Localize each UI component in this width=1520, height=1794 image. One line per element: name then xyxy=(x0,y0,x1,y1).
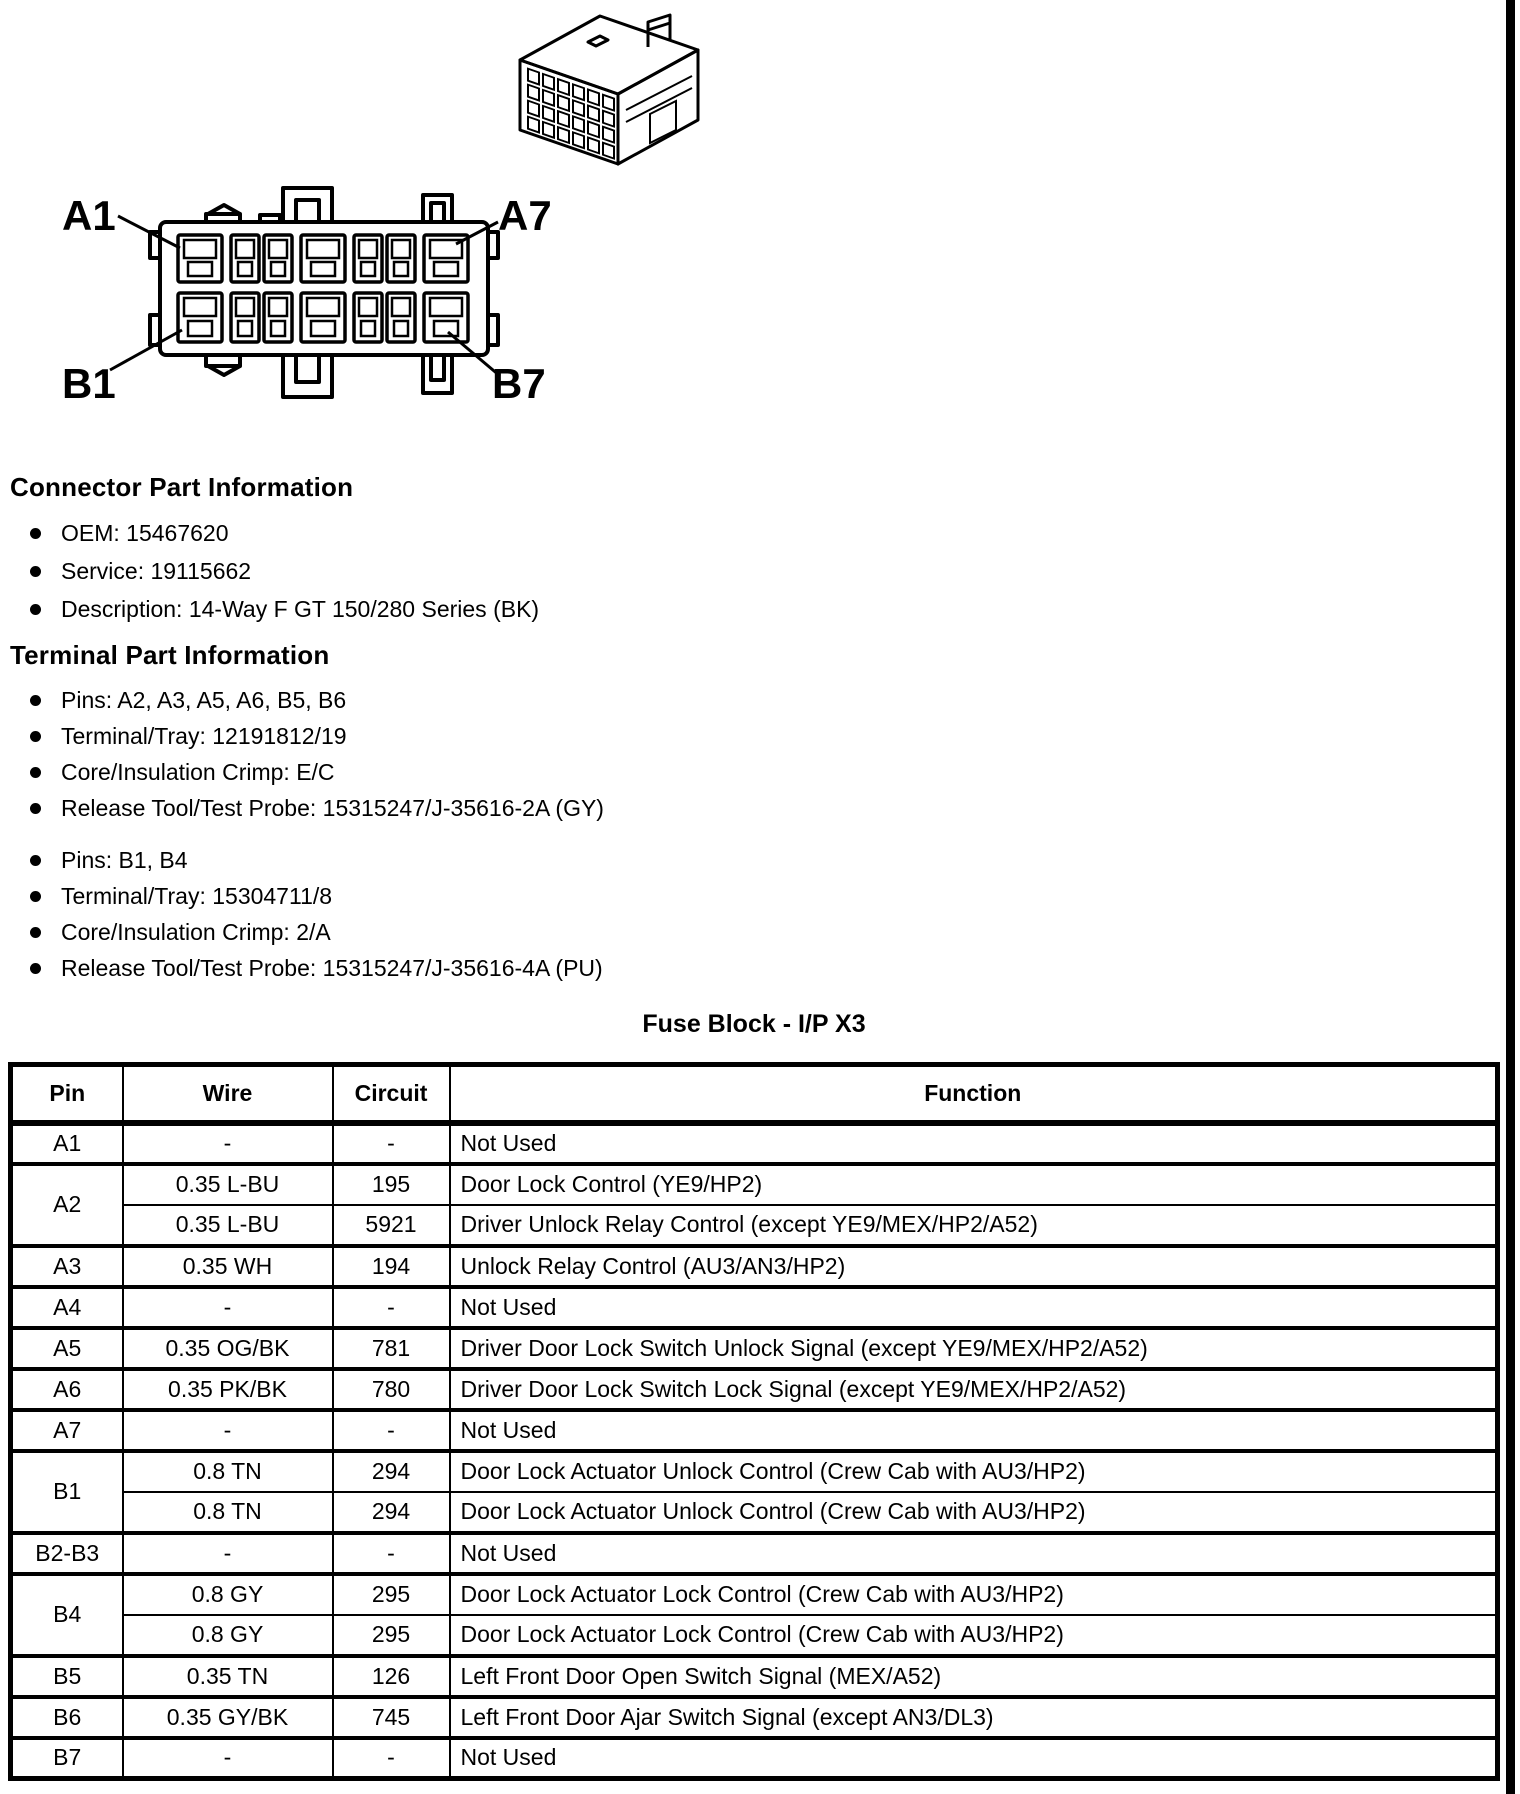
table-row xyxy=(11,1656,1498,1697)
wire-cell: - xyxy=(123,1123,333,1164)
cavity-b1 xyxy=(178,293,222,342)
table-row xyxy=(11,1492,1498,1533)
function-cell: Not Used xyxy=(450,1738,1498,1779)
circuit-cell: 194 xyxy=(333,1246,450,1287)
function-cell: Door Lock Actuator Lock Control (Crew Cab with AU3/HP2) xyxy=(450,1615,1498,1656)
circuit-cell: 195 xyxy=(333,1164,450,1205)
list-item xyxy=(30,790,604,826)
function-cell: Door Lock Actuator Lock Control (Crew Cab with AU3/HP2) xyxy=(450,1574,1498,1615)
cavity-a4 xyxy=(301,235,345,282)
cavity-grid xyxy=(528,69,614,159)
list-item xyxy=(30,718,604,754)
list-item xyxy=(30,514,539,552)
circuit-cell: - xyxy=(333,1123,450,1164)
list-item-text: Description: 14-Way F GT 150/280 Series (BK) xyxy=(61,595,540,622)
function-cell: Unlock Relay Control (AU3/AN3/HP2) xyxy=(450,1246,1498,1287)
bullet-icon xyxy=(30,566,41,577)
pin-label-b1: B1 xyxy=(62,360,116,407)
wire-cell: 0.35 WH xyxy=(123,1246,333,1287)
cavity-b7 xyxy=(424,293,468,342)
cavity-b5 xyxy=(354,293,382,342)
wire-cell: 0.35 PK/BK xyxy=(123,1369,333,1410)
cavity-a5 xyxy=(354,235,382,282)
list-item xyxy=(30,590,539,628)
terminal-info-list-group-b xyxy=(30,842,603,986)
wire-cell: - xyxy=(123,1410,333,1451)
circuit-cell: - xyxy=(333,1738,450,1779)
table-row xyxy=(11,1738,1498,1779)
header-function: Function xyxy=(450,1065,1498,1123)
list-item-text: Pins: A2, A3, A5, A6, B5, B6 xyxy=(61,686,347,713)
pin-cell: A2 xyxy=(11,1164,123,1246)
table-row xyxy=(11,1123,1498,1164)
terminal-info-list-group-a xyxy=(30,682,604,826)
table-row xyxy=(11,1697,1498,1738)
wire-cell: 0.35 TN xyxy=(123,1656,333,1697)
table-row xyxy=(11,1451,1498,1492)
list-item xyxy=(30,914,603,950)
pin-cell: B7 xyxy=(11,1738,123,1779)
function-cell: Driver Door Lock Switch Unlock Signal (except YE9/MEX/HP2/A52) xyxy=(450,1328,1498,1369)
bottom-center-tab xyxy=(283,355,332,397)
table-row xyxy=(11,1574,1498,1615)
pin-cell: A7 xyxy=(11,1410,123,1451)
bullet-icon xyxy=(30,528,41,539)
pin-cell: B4 xyxy=(11,1574,123,1656)
table-row xyxy=(11,1205,1498,1246)
table-row xyxy=(11,1533,1498,1574)
pin-cell: B1 xyxy=(11,1451,123,1533)
pin-cell: A5 xyxy=(11,1328,123,1369)
bullet-icon xyxy=(30,803,41,814)
wire-cell: 0.35 OG/BK xyxy=(123,1328,333,1369)
list-item xyxy=(30,682,604,718)
pin-label-b7: B7 xyxy=(492,360,546,407)
connector-face-drawing xyxy=(48,170,568,410)
bullet-icon xyxy=(30,731,41,742)
wire-cell: 0.35 GY/BK xyxy=(123,1697,333,1738)
bullet-icon xyxy=(30,695,41,706)
circuit-cell: 5921 xyxy=(333,1205,450,1246)
pin-cell: A4 xyxy=(11,1287,123,1328)
connector-latch xyxy=(648,15,670,47)
list-item-text: Terminal/Tray: 15304711/8 xyxy=(61,882,333,909)
cavity-a3 xyxy=(264,235,292,282)
circuit-cell: 126 xyxy=(333,1656,450,1697)
function-cell: Left Front Door Ajar Switch Signal (except AN3/DL3) xyxy=(450,1697,1498,1738)
circuit-cell: - xyxy=(333,1287,450,1328)
bullet-icon xyxy=(30,891,41,902)
cavity-row-a xyxy=(178,235,468,282)
bottom-right-tab xyxy=(423,355,452,393)
circuit-cell: 295 xyxy=(333,1615,450,1656)
circuit-cell: 780 xyxy=(333,1369,450,1410)
list-item xyxy=(30,878,603,914)
wire-cell: 0.35 L-BU xyxy=(123,1164,333,1205)
table-row xyxy=(11,1246,1498,1287)
bullet-icon xyxy=(30,963,41,974)
table-row xyxy=(11,1410,1498,1451)
top-center-tab xyxy=(283,188,332,222)
pin-cell: B2-B3 xyxy=(11,1533,123,1574)
cavity-b6 xyxy=(387,293,415,342)
connector-part-info-list xyxy=(30,514,539,628)
circuit-cell: 294 xyxy=(333,1451,450,1492)
cavity-b2 xyxy=(231,293,259,342)
cavity-b4 xyxy=(301,293,345,342)
cavity-b3 xyxy=(264,293,292,342)
table-row xyxy=(11,1369,1498,1410)
wire-cell: - xyxy=(123,1287,333,1328)
function-cell: Door Lock Control (YE9/HP2) xyxy=(450,1164,1498,1205)
pin-cell: A1 xyxy=(11,1123,123,1164)
bullet-icon xyxy=(30,927,41,938)
wire-cell: 0.8 TN xyxy=(123,1492,333,1533)
function-cell: Not Used xyxy=(450,1410,1498,1451)
wire-cell: - xyxy=(123,1533,333,1574)
circuit-cell: 294 xyxy=(333,1492,450,1533)
function-cell: Door Lock Actuator Unlock Control (Crew Cab with AU3/HP2) xyxy=(450,1492,1498,1533)
function-cell: Driver Unlock Relay Control (except YE9/MEX/HP2/A52) xyxy=(450,1205,1498,1246)
bullet-icon xyxy=(30,604,41,615)
circuit-cell: 781 xyxy=(333,1328,450,1369)
bullet-icon xyxy=(30,767,41,778)
cavity-row-b xyxy=(178,293,468,342)
circuit-cell: 745 xyxy=(333,1697,450,1738)
circuit-cell: - xyxy=(333,1533,450,1574)
function-cell: Not Used xyxy=(450,1533,1498,1574)
table-row xyxy=(11,1287,1498,1328)
cavity-a6 xyxy=(387,235,415,282)
list-item-text: OEM: 15467620 xyxy=(61,519,229,546)
list-item-text: Pins: B1, B4 xyxy=(61,846,188,873)
top-right-tab xyxy=(423,195,452,222)
pin-cell: A6 xyxy=(11,1369,123,1410)
table-row xyxy=(11,1328,1498,1369)
cavity-a1 xyxy=(178,235,222,282)
wire-cell: 0.8 GY xyxy=(123,1574,333,1615)
list-item xyxy=(30,552,539,590)
connector-isometric-drawing xyxy=(500,2,710,170)
connector-top-bump xyxy=(588,36,608,46)
list-item xyxy=(30,842,603,878)
circuit-cell: - xyxy=(333,1410,450,1451)
pin-cell: B6 xyxy=(11,1697,123,1738)
list-item-text: Terminal/Tray: 12191812/19 xyxy=(61,722,347,749)
function-cell: Left Front Door Open Switch Signal (MEX/A52) xyxy=(450,1656,1498,1697)
header-circuit: Circuit xyxy=(333,1065,450,1123)
wire-cell: - xyxy=(123,1738,333,1779)
header-wire: Wire xyxy=(123,1065,333,1123)
wire-cell: 0.8 GY xyxy=(123,1615,333,1656)
table-row xyxy=(11,1164,1498,1205)
function-cell: Driver Door Lock Switch Lock Signal (except YE9/MEX/HP2/A52) xyxy=(450,1369,1498,1410)
connector-part-info-heading: Connector Part Information xyxy=(10,472,354,502)
list-item-text: Core/Insulation Crimp: 2/A xyxy=(61,918,331,945)
cavity-a2 xyxy=(231,235,259,282)
list-item-text: Service: 19115662 xyxy=(61,557,252,584)
function-cell: Not Used xyxy=(450,1287,1498,1328)
fuse-block-table xyxy=(8,1062,1500,1781)
function-cell: Not Used xyxy=(450,1123,1498,1164)
list-item-text: Release Tool/Test Probe: 15315247/J-35616-4A (PU) xyxy=(61,954,603,981)
terminal-part-info-heading: Terminal Part Information xyxy=(10,640,330,670)
pin-cell: B5 xyxy=(11,1656,123,1697)
table-header-row xyxy=(11,1065,1498,1123)
circuit-cell: 295 xyxy=(333,1574,450,1615)
table-row xyxy=(11,1615,1498,1656)
header-pin: Pin xyxy=(11,1065,123,1123)
function-cell: Door Lock Actuator Unlock Control (Crew Cab with AU3/HP2) xyxy=(450,1451,1498,1492)
leader-b1 xyxy=(110,330,182,370)
list-item-text: Core/Insulation Crimp: E/C xyxy=(61,758,335,785)
list-item-text: Release Tool/Test Probe: 15315247/J-35616-2A (GY) xyxy=(61,794,604,821)
list-item xyxy=(30,950,603,986)
pin-label-a7: A7 xyxy=(498,192,552,239)
pin-cell: A3 xyxy=(11,1246,123,1287)
bullet-icon xyxy=(30,855,41,866)
pin-label-a1: A1 xyxy=(62,192,116,239)
list-item xyxy=(30,754,604,790)
wire-cell: 0.8 TN xyxy=(123,1451,333,1492)
page-right-rule xyxy=(1506,0,1515,1794)
table-title: Fuse Block - I/P X3 xyxy=(642,1010,866,1038)
wire-cell: 0.35 L-BU xyxy=(123,1205,333,1246)
